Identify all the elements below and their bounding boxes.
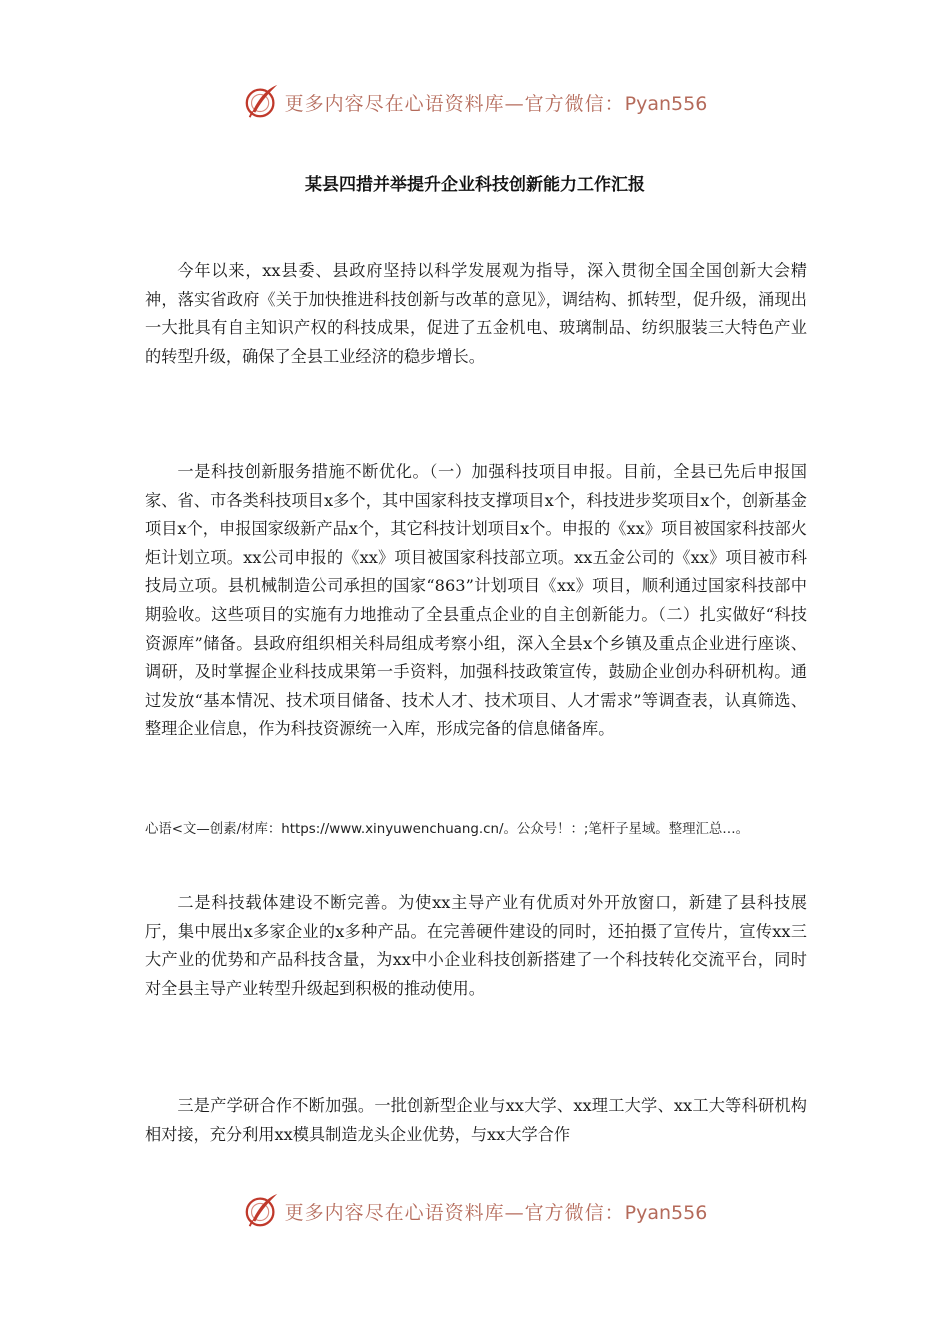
- header-wechat-id: Pyan556: [624, 92, 708, 115]
- document-title: 某县四措并举提升企业科技创新能力工作汇报: [305, 175, 645, 195]
- quill-logo-icon: [243, 83, 281, 121]
- paragraph-section-3: 三是产学研合作不断加强。一批创新型企业与xx大学、xx理工大学、xx工大等科研机构相对接，充分利用xx模具制造龙头企业优势，与xx大学合作: [145, 1096, 807, 1144]
- footer-wechat-id: Pyan556: [624, 1201, 708, 1224]
- paragraph-section-1: 一是科技创新服务措施不断优化。（一）加强科技项目申报。目前，全县已先后申报国家、省、市各类科技项目x多个，其中国家科技支撑项目x个，科技进步奖项目x个，创新基金项目x个，申报国家级新产品x个，其它科技计划项目x个。申报的《xx》项目被国家科技部火炬计划立项。xx公司申报的《xx》项目被国家科技部立项。xx五金公司的《xx》项目被市科技局立项。县机械制造公司承担的国家“863”计划项目《xx》项目，顺利通过国家科技部中期验收。这些项目的实施有力地推动了全县重点企业的自主创新能力。（二）扎实做好“科技资源库”储备。县政府组织相关科局组成考察小组，深入全县x个乡镇及重点企业进行座谈、调研，及时掌握企业科技成果第一手资料，加强科技政策宣传，鼓励企业创办科研机构。通过发放“基本情况、技术项目储备、技术人才、技术项目、人才需求”等调查表，认真筛选、整理企业信息，作为科技资源统一入库，形成完备的信息储备库。: [145, 462, 807, 739]
- footer-banner-text: 更多内容尽在心语资料库—官方微信：Pyan556: [284, 1201, 708, 1224]
- paragraph-intro: 今年以来，xx县委、县政府坚持以科学发展观为指导，深入贯彻全国全国创新大会精神，落实省政府《关于加快推进科技创新与改革的意见》，调结构、抓转型，促升级，涌现出一大批具有自主知识产权的科技成果，促进了五金机电、玻璃制品、纺织服装三大特色产业的转型升级，确保了全县工业经济的稳步增长。: [145, 261, 807, 366]
- header-banner: [0, 82, 950, 122]
- quill-logo-icon: [243, 1192, 281, 1230]
- paragraph-section-2: 二是科技载体建设不断完善。为使xx主导产业有优质对外开放窗口，新建了县科技展厅，集中展出x多家企业的x多种产品。在完善硬件建设的同时，还拍摄了宣传片，宣传xx三大产业的优势和产品科技含量，为xx中小企业科技创新搭建了一个科技转化交流平台，同时对全县主导产业转型升级起到积极的推动使用。: [145, 893, 807, 998]
- header-banner-text: 更多内容尽在心语资料库—官方微信：Pyan556: [284, 92, 708, 115]
- footer-banner: [0, 1191, 950, 1231]
- source-note: 心语<文—创素/材库：https://www.xinyuwenchuang.cn/。公众号！：;笔杆子星域。整理汇总…。: [145, 822, 750, 837]
